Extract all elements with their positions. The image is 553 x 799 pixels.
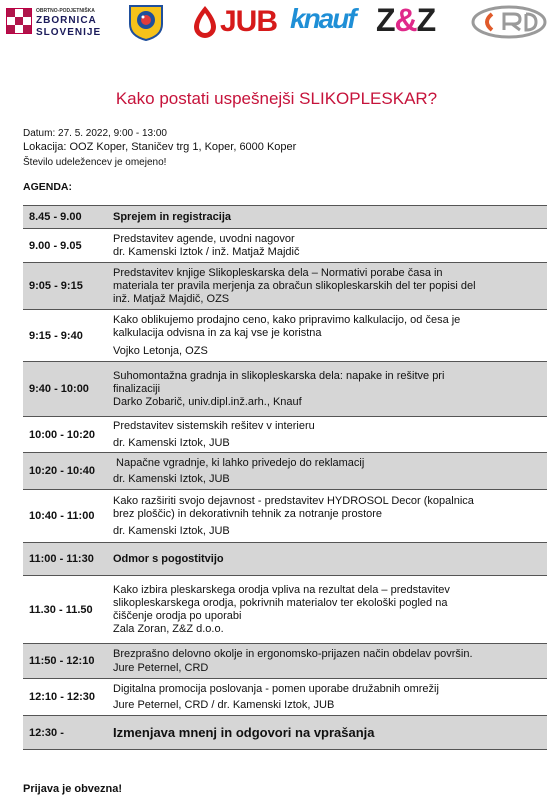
agenda-line: materiala ter pravila merjenja za obračun slikopleskarskih del ter popisi del	[113, 279, 476, 292]
agenda-time: 10:00 - 10:20	[29, 428, 96, 441]
jub-logo	[192, 3, 278, 41]
registration-note: Prijava je obvezna!	[23, 783, 123, 795]
agenda-line: Odmor s pogostitvijo	[113, 552, 224, 565]
zz-logo-left: Z	[376, 2, 395, 38]
agenda-time: 10:20 - 10:40	[29, 465, 96, 477]
agenda-line: kalkulacija odvisna in za kaj vse je koristna	[113, 326, 322, 339]
agenda-line: Vojko Letonja, OZS	[113, 345, 208, 358]
knauf-logo-text: knauf	[290, 3, 355, 34]
agenda-line: Zala Zoran, Z&Z d.o.o.	[113, 623, 224, 636]
jub-drop-icon	[192, 5, 218, 39]
agenda-row	[23, 417, 547, 453]
agenda-line: slikopleskarskega orodja, pokrivnih materialov ter ekološki pogled na	[113, 596, 448, 609]
zz-logo-amp: &	[394, 2, 417, 38]
agenda-line: Predstavitev agende, uvodni nagovor	[113, 232, 295, 245]
agenda-time: 11:00 - 11:30	[29, 553, 94, 565]
event-date: Datum: 27. 5. 2022, 9:00 - 13:00	[23, 128, 167, 139]
agenda-line: Kako izbira pleskarskega orodja vpliva na rezultat dela – predstavitev	[113, 583, 450, 596]
agenda-time: 12:30 -	[29, 726, 64, 739]
crd-logo-icon	[470, 4, 548, 40]
agenda-line: Kako oblikujemo prodajno ceno, kako pripravimo kalkulacijo, od česa je	[113, 313, 461, 326]
agenda-line: Jure Peternel, CRD	[113, 661, 209, 674]
event-location: Lokacija: OOZ Koper, Staničev trg 1, Koper, 6000 Koper	[23, 141, 297, 153]
agenda-time: 10:40 - 11:00	[29, 510, 95, 522]
agenda-time: 11:50 - 12:10	[29, 655, 95, 667]
agenda-line: Sprejem in registracija	[113, 210, 231, 223]
jub-logo-text: JUB	[220, 5, 278, 38]
agenda-label: AGENDA:	[23, 181, 72, 193]
agenda-time: 9:15 - 9:40	[29, 329, 83, 342]
agenda-line: dr. Kamenski Iztok, JUB	[113, 524, 230, 537]
agenda-line: Digitalna promocija poslovanja - pomen uporabe družabnih omrežij	[113, 683, 439, 696]
agenda-line: Suhomontažna gradnja in slikopleskarska dela: napake in rešitve pri	[113, 369, 445, 382]
participants-note: Število udeležencev je omejeno!	[23, 157, 167, 168]
knauf-logo	[290, 3, 370, 41]
agenda-row	[23, 453, 547, 490]
agenda-line: Predstavitev sistemskih rešitev v interieru	[113, 420, 315, 433]
agenda-table	[23, 205, 547, 750]
agenda-line: Kako razširiti svojo dejavnost - predstavitev HYDROSOL Decor (kopalnica	[113, 495, 474, 508]
agenda-time: 9.00 - 9.05	[29, 239, 82, 252]
agenda-row	[23, 490, 547, 543]
zz-logo	[376, 2, 456, 40]
agenda-row	[23, 206, 547, 229]
agenda-row	[23, 229, 547, 263]
agenda-line: Brezprašno delovno okolje in ergonomsko-prijazen način obdelav površin.	[113, 648, 473, 661]
agenda-row	[23, 716, 547, 750]
agenda-time: 9:40 - 10:00	[29, 383, 89, 395]
agenda-row	[23, 310, 547, 362]
agenda-row	[23, 543, 547, 576]
agenda-line: dr. Kamenski Iztok / inž. Matjaž Majdič	[113, 246, 300, 258]
ozs-emblem-icon	[6, 8, 32, 34]
badge-logo-icon	[126, 2, 166, 42]
agenda-line: Predstavitev knjige Slikopleskarska dela – Normativi porabe časa in	[113, 266, 443, 279]
agenda-row	[23, 362, 547, 417]
agenda-line: dr. Kamenski Iztok, JUB	[113, 436, 230, 449]
ozs-logo-line2: ZBORNICA	[36, 15, 97, 26]
agenda-line: finalizaciji	[113, 382, 161, 395]
agenda-line: inž. Matjaž Majdič, OZS	[113, 293, 230, 306]
agenda-time: 12:10 - 12:30	[29, 691, 96, 703]
ozs-logo-line1: OBRTNO-PODJETNIŠKA	[36, 8, 95, 14]
ozs-logo	[6, 6, 112, 38]
agenda-line: dr. Kamenski Iztok, JUB	[113, 473, 230, 485]
agenda-line: Jure Peternel, CRD / dr. Kamenski Iztok, JUB	[113, 698, 335, 711]
ozs-logo-line3: SLOVENIJE	[36, 27, 102, 38]
agenda-line: Izmenjava mnenj in odgovori na vprašanja	[113, 725, 375, 741]
agenda-time: 9:05 - 9:15	[29, 280, 83, 292]
agenda-line: Darko Zobarič, univ.dipl.inž.arh., Knauf	[113, 396, 302, 409]
agenda-row	[23, 644, 547, 679]
agenda-row	[23, 576, 547, 644]
sponsor-logos	[0, 0, 553, 44]
agenda-line: čiščenje orodja po uporabi	[113, 610, 242, 622]
agenda-line: brez ploščic) in dekorativnih tehnik za notranje prostore	[113, 508, 383, 521]
agenda-time: 8.45 - 9.00	[29, 211, 82, 223]
zz-logo-right: Z	[416, 2, 436, 38]
agenda-row	[23, 679, 547, 716]
agenda-time: 11.30 - 11.50	[29, 603, 93, 616]
page-title: Kako postati uspešnejši SLIKOPLESKAR?	[115, 89, 438, 108]
agenda-line: Napačne vgradnje, ki lahko privedejo do reklamacij	[113, 456, 365, 469]
agenda-row	[23, 263, 547, 310]
